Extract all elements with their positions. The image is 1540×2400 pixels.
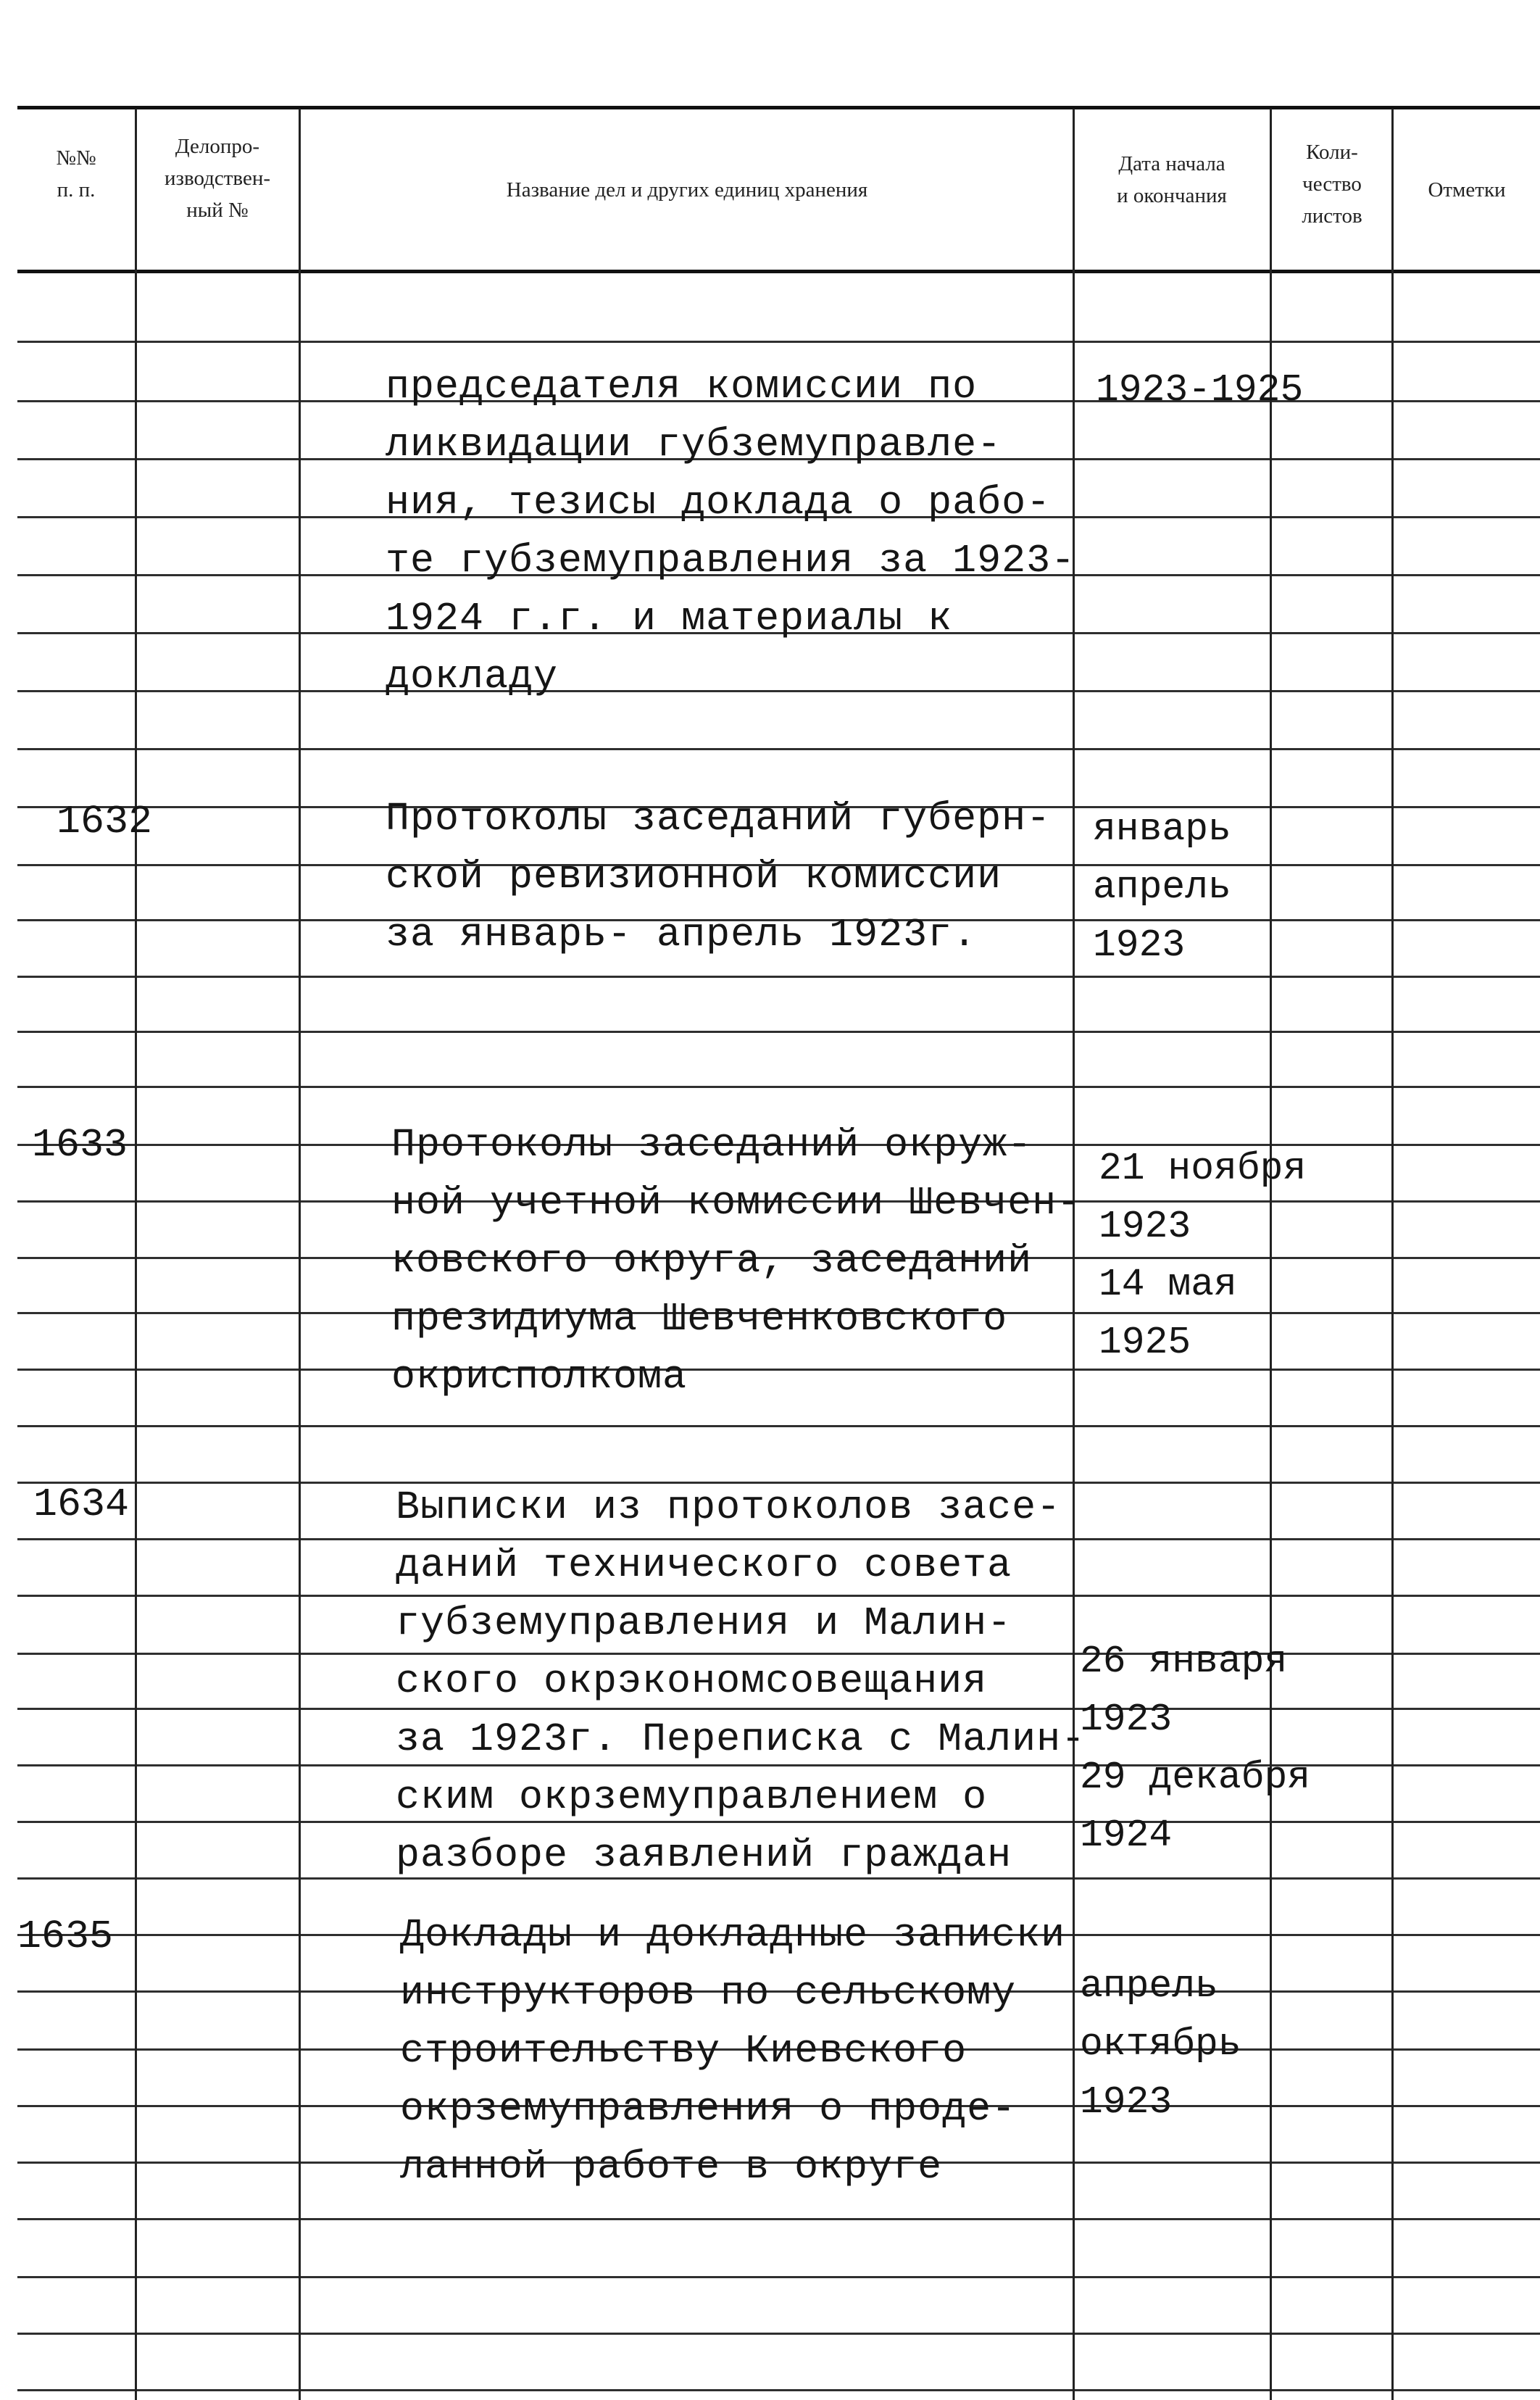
entry-title: Выписки из протоколов засе- даний технического совета губземуправления и Малин- ского окрэкономсовещания за 1923г. Переписка с Малин- ским окрземуправлением о разборе заявлений граждан xyxy=(396,1485,1086,1878)
entry-title: Протоколы заседаний губерн- ской ревизионной комиссии за январь- апрель 1923г. xyxy=(386,796,1052,958)
table-top-rule xyxy=(17,106,1540,109)
ruled-line xyxy=(17,1086,1540,1088)
entry-dates: 1923-1925 xyxy=(1096,368,1304,412)
ruled-line xyxy=(17,748,1540,750)
header-office-number: Делопро- изводствен- ный № xyxy=(164,135,270,222)
column-divider xyxy=(1391,109,1394,2400)
column-divider xyxy=(299,109,301,2400)
header-bottom-rule xyxy=(17,270,1540,273)
entry-title: председателя комиссии по ликвидации губземуправле- ния, тезисы доклада о рабо- те губземуправления за 1923- 1924 г.г. и материалы к докладу xyxy=(386,364,1076,699)
column-divider xyxy=(135,109,137,2400)
ruled-line xyxy=(17,341,1540,343)
header-notes: Отметки xyxy=(1428,178,1506,202)
ruled-line xyxy=(17,2333,1540,2335)
entry-title: Протоколы заседаний окруж- ной учетной комиссии Шевчен- ковского округа, заседаний президиума Шевченковского окрисполкома xyxy=(391,1122,1082,1400)
entry-number: 1635 xyxy=(17,1914,114,1959)
header-dates: Дата начала и окончания xyxy=(1117,152,1227,207)
entry-number: 1634 xyxy=(33,1482,130,1527)
entry-dates: апрель октябрь 1923 xyxy=(1080,1964,1241,2124)
header-number: №№ п. п. xyxy=(56,146,96,202)
entry-dates: 21 ноября 1923 14 мая 1925 xyxy=(1099,1147,1307,1364)
entry-dates: январь апрель 1923 xyxy=(1093,807,1231,967)
header-title: Название дел и других единиц хранения xyxy=(506,178,868,202)
header-sheet-count: Коли- чество листов xyxy=(1302,141,1362,228)
entry-dates: 26 января 1923 29 декабря 1924 xyxy=(1080,1640,1311,1857)
ruled-line xyxy=(17,976,1540,978)
ruled-line xyxy=(17,2276,1540,2278)
ruled-line xyxy=(17,1425,1540,1427)
ruled-line xyxy=(17,2218,1540,2220)
entry-title: Доклады и докладные записки инструкторов по сельскому строительству Киевского окрземуправления о проде- ланной работе в округе xyxy=(400,1912,1066,2190)
ruled-line xyxy=(17,1031,1540,1033)
entry-number: 1632 xyxy=(57,799,153,844)
ruled-line xyxy=(17,2389,1540,2391)
entry-number: 1633 xyxy=(32,1122,128,1168)
